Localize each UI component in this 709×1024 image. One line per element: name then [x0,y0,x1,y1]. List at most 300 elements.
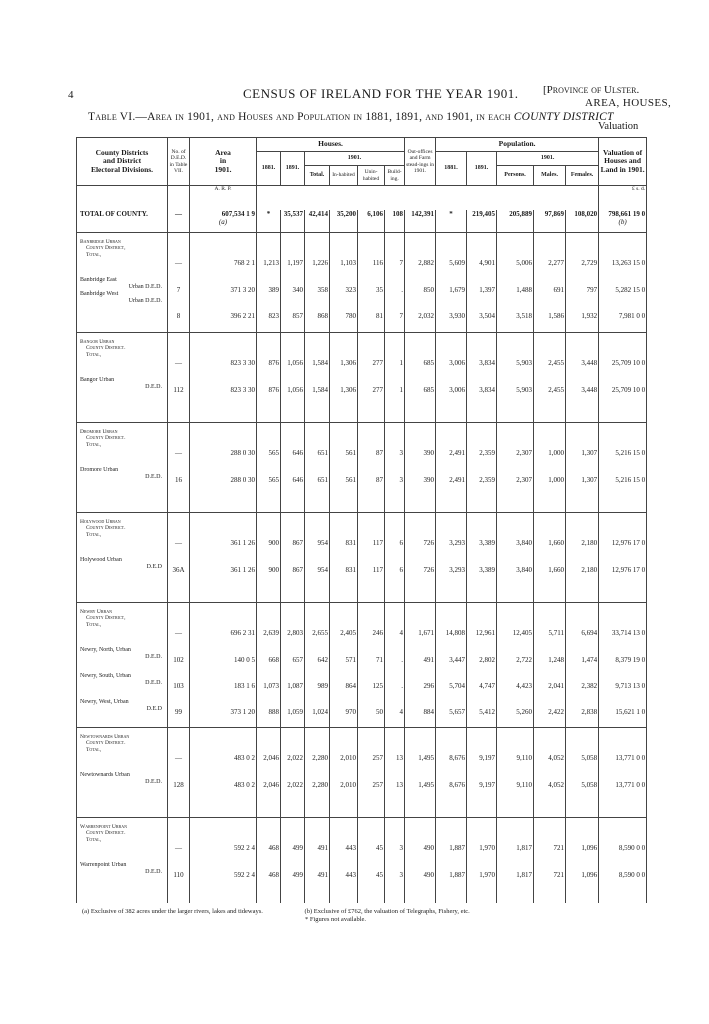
value-p1881: 3,293 [449,566,466,574]
col-p1881-cell [436,333,467,423]
name-line: Bangor Urban [80,339,115,345]
col-females-cell [566,728,599,818]
valuation-continued: Valuation [598,121,639,132]
col-h1881-cell [257,513,281,603]
col-outoffices-cell [405,513,436,603]
section-block [77,818,647,903]
name-line: County District. [86,435,126,442]
value-uninhabited: 117 [372,539,383,547]
value-outoffices: 850 [423,286,435,294]
name-line: D.E.D. [145,653,162,660]
col-inhabited-cell [330,333,358,423]
value-p1891: 1,970 [479,844,496,852]
col-valuation-cell [599,728,647,818]
value-inhabited: 831 [345,539,356,547]
col-valuation-cell [599,233,647,333]
value-building: 1 [399,359,404,367]
col-males-cell [534,423,566,513]
page-title: CENSUS OF IRELAND FOR THE YEAR 1901. [243,86,519,101]
col-population: Population. [436,138,599,152]
value-ded: 112 [173,386,184,394]
value-building: 1 [399,386,404,394]
value-females: 3,448 [581,386,598,394]
col-ded: No. of D.E.D. in Table VII. [168,138,190,186]
value-ded: 99 [175,708,182,716]
value-h1891: 2,022 [287,781,303,789]
col-total-cell [305,818,330,903]
value-inhabited: 443 [345,844,356,852]
value-inhabited: 831 [345,566,356,574]
value-ded: — [175,844,182,852]
value-p1881: 8,676 [449,781,466,789]
value-persons: 5,006 [516,259,533,267]
units-row [77,186,647,211]
section-names [77,423,168,513]
value-inhabited: 780 [345,312,356,320]
col-outoffices-cell [405,423,436,513]
value-h1881: 565 [268,449,279,457]
value-p1891: 3,834 [479,359,496,367]
col-outoffices-cell [405,728,436,818]
name-line: Newry, West, Urban [80,699,129,705]
value-valuation: 12,976 17 0 [611,539,646,547]
col-inhabited-cell [330,603,358,728]
value-building: . [401,682,404,690]
value-area: 140 0 5 [234,656,255,664]
value-building: . [401,286,404,294]
value-ded: — [175,259,182,267]
value-p1891: 2,359 [479,449,496,457]
col-h1881-cell [257,423,281,513]
col-persons-cell [497,233,534,333]
col-persons: Persons. [497,166,534,186]
valuation-units: £ s. d. [599,186,647,211]
col-valuation-cell [599,603,647,728]
total-persons: 205,889 [497,210,534,233]
col-total-cell [305,513,330,603]
value-ded: — [175,449,182,457]
value-valuation: 13,771 0 0 [615,781,646,789]
value-building: 4 [399,708,404,716]
value-inhabited: 561 [345,476,356,484]
value-persons: 12,405 [512,629,533,637]
name-line: Dromore Urban [80,429,118,435]
name-line: D.E.D. [145,778,162,785]
value-inhabited: 970 [345,708,356,716]
col-persons-cell [497,818,534,903]
value-females: 797 [586,286,598,294]
value-inhabited: 2,010 [340,781,356,789]
col-area-cell [190,728,257,818]
value-h1881: 1,073 [263,682,279,690]
total-outoffices: 142,391 [405,210,436,233]
value-h1891: 657 [292,656,303,664]
value-outoffices: 490 [423,871,435,879]
col-h1891-cell [281,333,305,423]
col-outoffices-cell [405,333,436,423]
col-p1891-cell [467,513,497,603]
value-h1881: 1,213 [263,259,279,267]
value-building: . [401,656,404,664]
value-building: 13 [396,781,404,789]
col-label-county: County Districts [95,148,149,158]
value-h1881: 2,046 [263,754,279,762]
value-h1891: 499 [292,844,303,852]
col-outoffices: Out-offices and Farm stead-ings in 1901. [405,138,436,186]
value-uninhabited: 116 [372,259,383,267]
ded-name [80,303,166,329]
col-females-cell [566,333,599,423]
value-males: 721 [553,871,565,879]
col-males-cell [534,233,566,333]
value-total: 491 [317,844,328,852]
value-area: 396 2 21 [230,312,255,320]
value-valuation: 7,981 0 0 [618,312,646,320]
value-building: 3 [399,476,404,484]
value-outoffices: 491 [423,656,435,664]
table-title-text: Table VI.—Area in 1901, and Houses and Population in 1881, 1891, and 1901, in each [88,111,511,123]
col-males-cell [534,513,566,603]
value-females: 2,180 [581,539,598,547]
value-females: 1,474 [581,656,598,664]
col-males-cell [534,603,566,728]
value-uninhabited: 277 [372,386,383,394]
value-p1881: 3,006 [449,386,466,394]
col-valuation: Valuation of Houses and Land in 1901. [599,138,647,186]
name-line: Newtownards Urban [80,772,130,778]
total-valuation-note: (b) [618,218,627,226]
value-inhabited: 1,306 [340,359,356,367]
col-females-cell [566,233,599,333]
name-line: County District, [86,245,126,252]
col-males-cell [534,333,566,423]
value-ded: 102 [173,656,184,664]
value-p1881: 2,491 [449,449,466,457]
ded-name [80,377,166,403]
value-outoffices: 296 [423,682,435,690]
value-valuation: 12,976 17 0 [611,566,646,574]
ded-name [80,557,166,583]
value-building: 3 [399,871,404,879]
col-h1881-cell [257,818,281,903]
name-line: Newry Urban [80,609,112,615]
total-females: 108,020 [566,210,599,233]
col-h1881: 1881. [257,152,281,186]
name-line: Total, [86,531,102,538]
value-h1891: 1,059 [287,708,303,716]
value-uninhabited: 87 [376,476,383,484]
name-line: D.E.D. [145,383,162,390]
col-county-districts [77,138,168,186]
value-uninhabited: 45 [376,844,383,852]
value-building: 7 [399,312,404,320]
col-persons-cell [497,423,534,513]
footnote-a-text: (a) Exclusive of 382 acres under the larger rivers, lakes and tideways. [82,908,263,915]
value-uninhabited: 246 [372,629,383,637]
value-total: 491 [317,871,328,879]
value-h1881: 823 [268,312,279,320]
col-total-cell [305,333,330,423]
value-ded: — [175,754,182,762]
value-inhabited: 864 [345,682,356,690]
footnote-b-text: (b) Exclusive of £762, the valuation of Telegraphs, Fishery, etc. [304,908,470,915]
col-building-cell [385,728,405,818]
value-ded: — [175,539,182,547]
value-persons: 5,260 [516,708,533,716]
value-p1881: 5,704 [449,682,466,690]
value-h1881: 668 [268,656,279,664]
value-area: 768 2 1 [234,259,255,267]
col-label-electoral: Electoral Divisions. [90,164,154,174]
col-inhabited-cell [330,233,358,333]
col-h1881-cell [257,728,281,818]
value-uninhabited: 45 [376,871,383,879]
value-total: 651 [317,449,328,457]
value-females: 1,932 [581,312,598,320]
value-uninhabited: 87 [376,449,383,457]
col-outoffices-cell [405,818,436,903]
page-number: 4 [68,89,74,101]
value-valuation: 5,216 15 0 [615,449,646,457]
value-area: 371 3 20 [230,286,255,294]
col-building-cell [385,818,405,903]
value-p1881: 1,679 [449,286,466,294]
value-uninhabited: 117 [372,566,383,574]
col-p1901: 1901. [497,152,599,166]
value-total: 2,655 [312,629,328,637]
value-persons: 1,488 [516,286,533,294]
total-row [77,210,647,233]
value-outoffices: 2,032 [418,312,435,320]
col-h1891-cell [281,233,305,333]
name-line: D.E.D. [145,473,162,480]
col-p1881-cell [436,603,467,728]
value-males: 1,660 [548,566,565,574]
col-h1891-cell [281,818,305,903]
col-label-and-district: and District [102,156,142,166]
name-line: Total, [86,251,102,258]
value-p1891: 2,802 [479,656,496,664]
value-p1891: 3,834 [479,386,496,394]
value-p1891: 4,747 [479,682,496,690]
value-females: 2,838 [581,708,598,716]
col-p1891-cell [467,603,497,728]
col-building-cell [385,603,405,728]
col-females-cell [566,603,599,728]
value-area: 288 0 30 [230,449,255,457]
value-p1891: 4,901 [479,259,496,267]
value-valuation: 5,216 15 0 [615,476,646,484]
col-p1891-cell [467,423,497,513]
total-ded: — [168,210,190,233]
col-h-inhabited: In-habited [330,166,358,186]
value-females: 5,058 [581,781,598,789]
col-males-cell [534,818,566,903]
col-h1901: 1901. [305,152,405,166]
name-line: Warrenpoint Urban [80,824,127,830]
col-area-cell [190,423,257,513]
value-h1891: 867 [292,539,303,547]
col-inhabited-cell [330,423,358,513]
total-p1891: 219,405 [467,210,497,233]
value-total: 358 [317,286,328,294]
value-outoffices: 390 [423,476,435,484]
col-uninhabited-cell [358,333,385,423]
section-block [77,233,647,333]
province-label: [Province of Ulster. [543,84,640,96]
value-persons: 5,903 [516,386,533,394]
value-persons: 9,110 [516,781,533,789]
value-outoffices: 390 [423,449,435,457]
value-ded: 7 [176,286,181,294]
value-h1891: 2,022 [287,754,303,762]
col-valuation-cell [599,818,647,903]
col-total-cell [305,603,330,728]
district-total-name [80,519,166,557]
area-units: A. R. P. [190,186,257,211]
col-h1891-cell [281,603,305,728]
value-females: 1,307 [581,476,598,484]
col-uninhabited-cell [358,513,385,603]
total-building: 108 [385,210,405,233]
footnote-star: * Figures not available. [305,916,367,923]
value-valuation: 8,590 0 0 [618,871,646,879]
value-p1891: 1,397 [479,286,496,294]
col-females-cell [566,818,599,903]
col-h1891-cell [281,513,305,603]
col-p1891-cell [467,728,497,818]
district-total-name [80,609,166,647]
value-males: 2,041 [548,682,565,690]
col-ded-cell [168,233,190,333]
col-area-cell [190,818,257,903]
value-inhabited: 323 [345,286,356,294]
value-valuation: 8,379 19 0 [615,656,646,664]
name-line: Total, [86,621,102,628]
value-females: 6,694 [581,629,598,637]
col-uninhabited-cell [358,423,385,513]
value-p1881: 1,887 [449,844,466,852]
col-h1881-cell [257,603,281,728]
col-label-area-1901: 1901. [214,164,232,174]
col-inhabited-cell [330,818,358,903]
value-p1881: 3,447 [449,656,466,664]
name-line: Banbridge East [80,277,117,283]
name-line: Urban D.E.D. [128,283,162,290]
value-persons: 9,110 [516,754,533,762]
value-persons: 3,840 [516,539,533,547]
name-line: D.E.D. [145,679,162,686]
total-total: 42,414 [305,210,330,233]
value-p1891: 9,197 [479,781,496,789]
value-h1881: 389 [268,286,279,294]
col-uninhabited-cell [358,603,385,728]
value-ded: 8 [176,312,181,320]
col-building-cell [385,423,405,513]
value-persons: 2,307 [516,449,533,457]
col-building-cell [385,333,405,423]
value-males: 2,455 [548,386,565,394]
total-uninhabited: 6,106 [358,210,385,233]
value-outoffices: 1,671 [418,629,435,637]
value-total: 1,226 [312,259,328,267]
value-ded: 103 [173,682,184,690]
value-uninhabited: 71 [376,656,383,664]
value-p1891: 2,359 [479,476,496,484]
value-area: 288 0 30 [230,476,255,484]
section-block [77,603,647,728]
name-line: D.E.D. [145,868,162,875]
value-building: 6 [399,539,404,547]
col-p1881-cell [436,233,467,333]
value-uninhabited: 50 [376,708,383,716]
value-p1891: 12,961 [475,629,496,637]
value-inhabited: 443 [345,871,356,879]
value-area: 696 2 31 [230,629,255,637]
table-title-italic: COUNTY DISTRICT [513,111,614,123]
value-building: 6 [399,566,404,574]
value-area: 483 0 2 [234,754,255,762]
district-total-name [80,734,166,772]
col-females: Females. [566,166,599,186]
value-males: 2,455 [548,359,565,367]
section-names [77,333,168,423]
total-area [190,210,257,233]
value-ded: 16 [175,476,182,484]
value-inhabited: 561 [345,449,356,457]
value-males: 2,422 [548,708,565,716]
value-building: 3 [399,844,404,852]
value-total: 2,280 [312,754,328,762]
value-valuation: 5,282 15 0 [615,286,646,294]
col-p1881-cell [436,513,467,603]
col-uninhabited-cell [358,728,385,818]
col-h1891: 1891. [281,152,305,186]
value-females: 3,448 [581,359,598,367]
value-persons: 4,423 [516,682,533,690]
name-line: Banbridge West [80,290,119,297]
name-line: Holywood Urban [80,519,121,525]
col-females-cell [566,423,599,513]
ded-name [80,673,166,699]
value-total: 868 [317,312,328,320]
name-line: D.E.D [146,705,162,712]
value-valuation: 25,709 10 0 [611,359,646,367]
value-h1891: 340 [292,286,303,294]
value-females: 2,180 [581,566,598,574]
value-outoffices: 1,495 [418,781,435,789]
value-area: 592 2 4 [234,871,255,879]
value-total: 2,280 [312,781,328,789]
district-total-name [80,339,166,377]
ded-name [80,277,166,303]
value-persons: 3,518 [516,312,533,320]
col-total-cell [305,423,330,513]
value-valuation: 15,621 1 0 [615,708,646,716]
district-total-name [80,429,166,467]
value-females: 1,096 [581,871,598,879]
value-h1891: 2,803 [287,629,303,637]
ded-name [80,647,166,673]
col-outoffices-cell [405,233,436,333]
value-h1891: 499 [292,871,303,879]
name-line: County District, [86,615,126,622]
total-valuation-value: 798,661 19 0 [608,210,646,218]
value-building: 3 [399,449,404,457]
value-uninhabited: 125 [372,682,383,690]
value-p1881: 5,657 [449,708,466,716]
value-building: 7 [399,259,404,267]
